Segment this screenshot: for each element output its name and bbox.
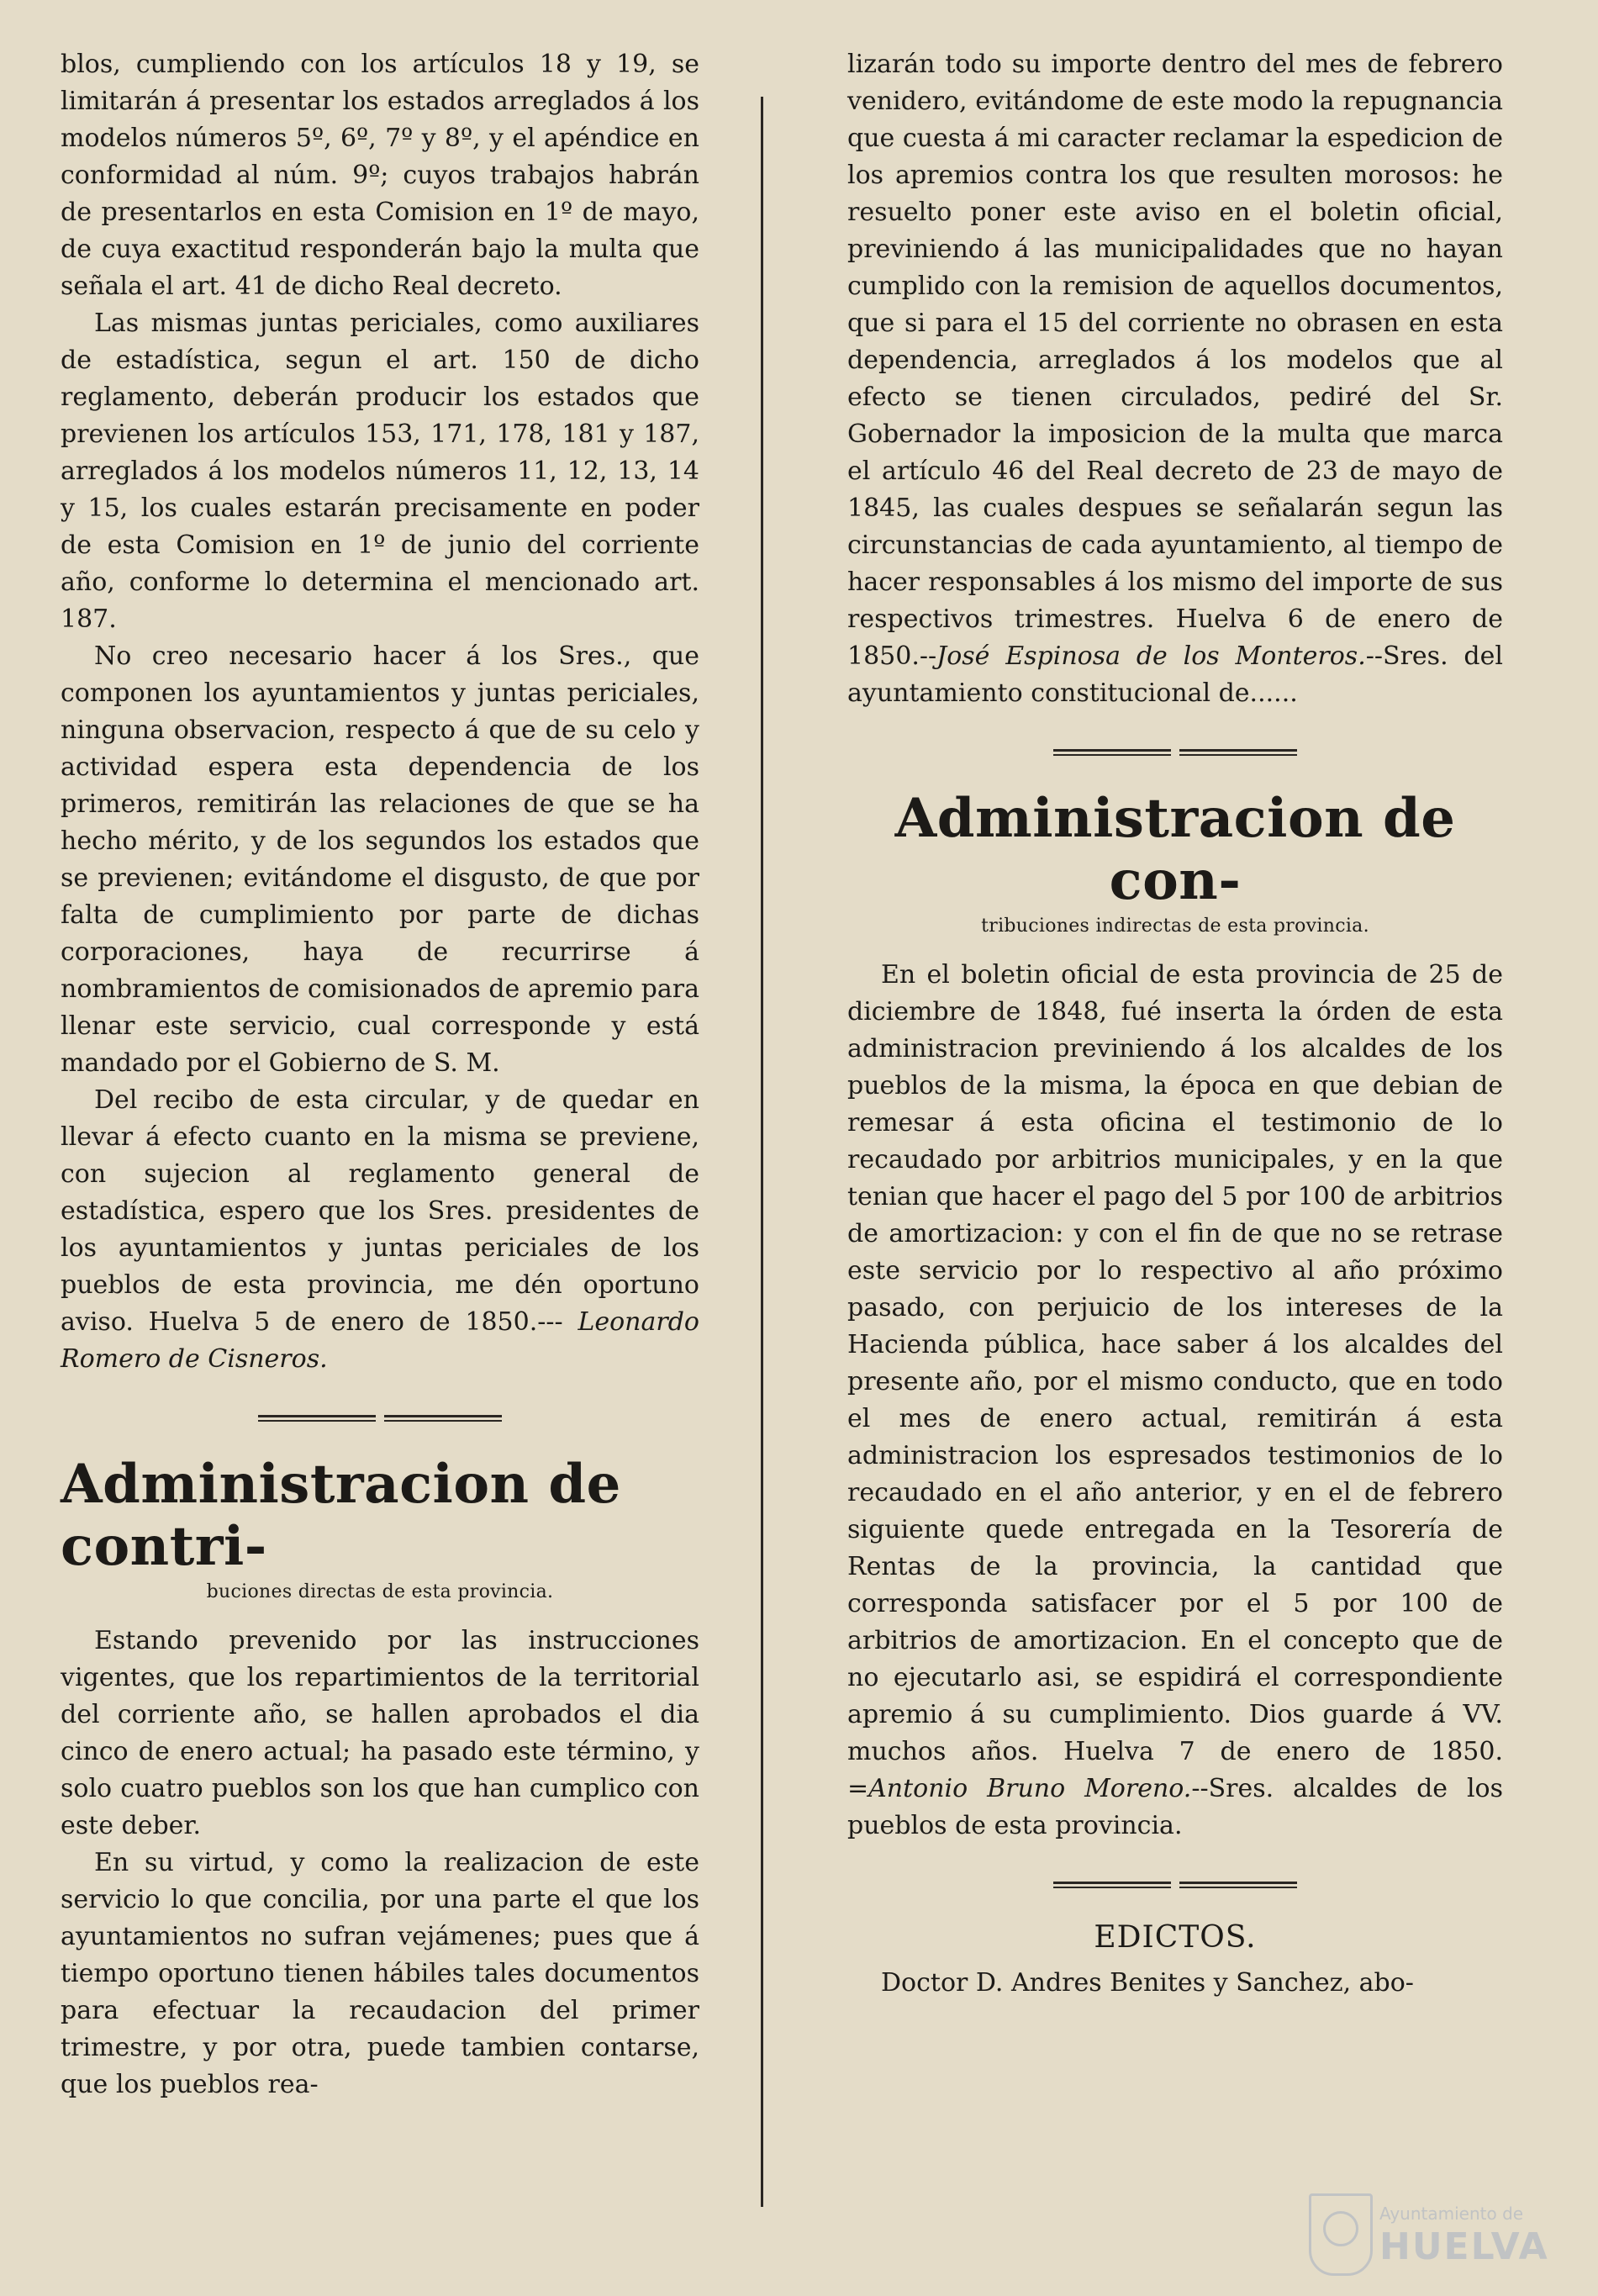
paragraph-text: --Sres. del ayuntamiento constitucional de...... bbox=[847, 641, 1503, 708]
watermark-big-text: HUELVA bbox=[1379, 2225, 1549, 2268]
paragraph: Las mismas juntas periciales, como auxiliares de estadística, segun el art. 150 de dicho reglamento, deberán producir los estados que previenen los artículos 153, 171, 178, 181 y 187, arreglados á los modelos números 11, 12, 13, 14 y 15, los cuales estarán precisamente en poder de esta Comision en 1º de junio del corriente año, conforme lo determina el mencionado art. 187. bbox=[61, 309, 699, 634]
section-heading: Administracion de con- bbox=[894, 787, 1456, 912]
section-divider bbox=[1053, 749, 1297, 759]
paragraph bbox=[847, 46, 1503, 712]
edictos-heading: EDICTOS. bbox=[1094, 1920, 1257, 1955]
paragraph bbox=[847, 957, 1503, 1845]
paragraph-text: Del recibo de esta circular, y de quedar en llevar á efecto cuanto en la misma se previene, con sujecion al reglamento general de estadística, espero que los Sres. presidentes de los ayuntamientos y juntas periciales de los pueblos de esta provincia, me dén oportuno aviso. Huelva 5 de enero de 1850.--- bbox=[61, 1085, 699, 1337]
paragraph: Estando prevenido por las instrucciones vigentes, que los repartimientos de la territorial del corriente año, se hallen aprobados el dia cinco de enero actual; ha pasado este término, y solo cuatro pueblos son los que han cumplico con este deber. bbox=[61, 1626, 699, 1840]
section-subheading: tribuciones indirectas de esta provincia. bbox=[981, 916, 1369, 937]
paragraph: Doctor D. Andres Benites y Sanchez, abo- bbox=[881, 1968, 1414, 1998]
section-divider bbox=[1053, 1882, 1297, 1892]
watermark-small-text: Ayuntamiento de bbox=[1379, 2204, 1524, 2224]
paragraph bbox=[61, 1082, 699, 1378]
paragraph-text: --Sres. alcaldes de los pueblos de esta provincia. bbox=[847, 1774, 1503, 1840]
section-subheading: buciones directas de esta provincia. bbox=[206, 1581, 554, 1602]
signature: Leonardo Romero de Cisneros. bbox=[61, 1307, 699, 1374]
right-column bbox=[847, 46, 1503, 2002]
paragraph-text: lizarán todo su importe dentro del mes de febrero venidero, evitándome de este modo la repugnancia que cuesta á mi caracter reclamar la espedicion de los apremios contra los que resulten morosos: he resuelto poner este aviso en el boletin oficial, previniendo á las municipalidades que no hayan cumplido con la remision de aquellos documentos, que si para el 15 del corriente no obrasen en esta dependencia, arreglados á los modelos que al efecto se tienen circulados, pediré del Sr. Gobernador la imposicion de la multa que marca el artículo 46 del Real decreto de 23 de mayo de 1845, las cuales despues se señalarán segun las circunstancias de cada ayuntamiento, al tiempo de hacer responsables á los mismo del importe de sus respectivos trimestres. Huelva 6 de enero de 1850.-- bbox=[847, 50, 1503, 671]
section-divider bbox=[258, 1415, 502, 1425]
section-heading: Administracion de contri- bbox=[61, 1453, 621, 1578]
left-column bbox=[61, 46, 699, 2103]
paragraph: En su virtud, y como la realizacion de este servicio lo que concilia, por una parte el que los ayuntamientos no sufran vejámenes; pues que á tiempo oportuno tienen hábiles tales documentos para efectuar la recaudacion del primer trimestre, y por otra, puede tambien contarse, que los pueblos rea- bbox=[61, 1848, 699, 2099]
column-rule bbox=[761, 97, 763, 2207]
paragraph: blos, cumpliendo con los artículos 18 y 19, se limitarán á presentar los estados arreglados á los modelos números 5º, 6º, 7º y 8º, y el apéndice en conformidad al núm. 9º; cuyos trabajos habrán de presentarlos en esta Comision en 1º de mayo, de cuya exactitud responderán bajo la multa que señala el art. 41 de dicho Real decreto. bbox=[61, 50, 699, 301]
signature: José Espinosa de los Monteros. bbox=[936, 641, 1366, 671]
paragraph: No creo necesario hacer á los Sres., que componen los ayuntamientos y juntas periciales, ninguna observacion, respecto á que de su celo y actividad espera esta dependencia de los primeros, remitirán las relaciones de que se ha hecho mérito, y de los segundos los estados que se previenen; evitándome el disgusto, de que por falta de cumplimiento por parte de dichas corporaciones, haya de recurrirse á nombramientos de comisionados de apremio para llenar este servicio, cual corresponde y está mandado por el Gobierno de S. M. bbox=[61, 641, 699, 1078]
paragraph-text: En el boletin oficial de esta provincia de 25 de diciembre de 1848, fué inserta la órden de esta administracion previniendo á los alcaldes de los pueblos de la misma, la época en que debian de remesar á esta oficina el testimonio de lo recaudado por arbitrios municipales, y en la que tenian que hacer el pago del 5 por 100 de arbitrios de amortizacion: y con el fin de que no se retrase este servicio por lo respectivo al año próximo pasado, con perjuicio de los intereses de la Hacienda pública, hace saber á los alcaldes del presente año, por el mismo conducto, que en todo el mes de enero actual, remitirán á esta administracion los espresados testimonios de lo recaudado en el año anterior, y en el de febrero siguiente quede entregada en la Tesorería de Rentas de la provincia, la cantidad que corresponda satisfacer por el 5 por 100 de arbitrios de amortizacion. En el concepto que de no ejecutarlo asi, se espidirá el correspondiente apremio á su cumplimiento. Dios guarde á VV. muchos años. Huelva 7 de enero de 1850. bbox=[847, 960, 1503, 1766]
crest-icon bbox=[1309, 2193, 1373, 2276]
ayuntamiento-watermark bbox=[1309, 2185, 1561, 2278]
signature: =Antonio Bruno Moreno. bbox=[847, 1774, 1192, 1803]
